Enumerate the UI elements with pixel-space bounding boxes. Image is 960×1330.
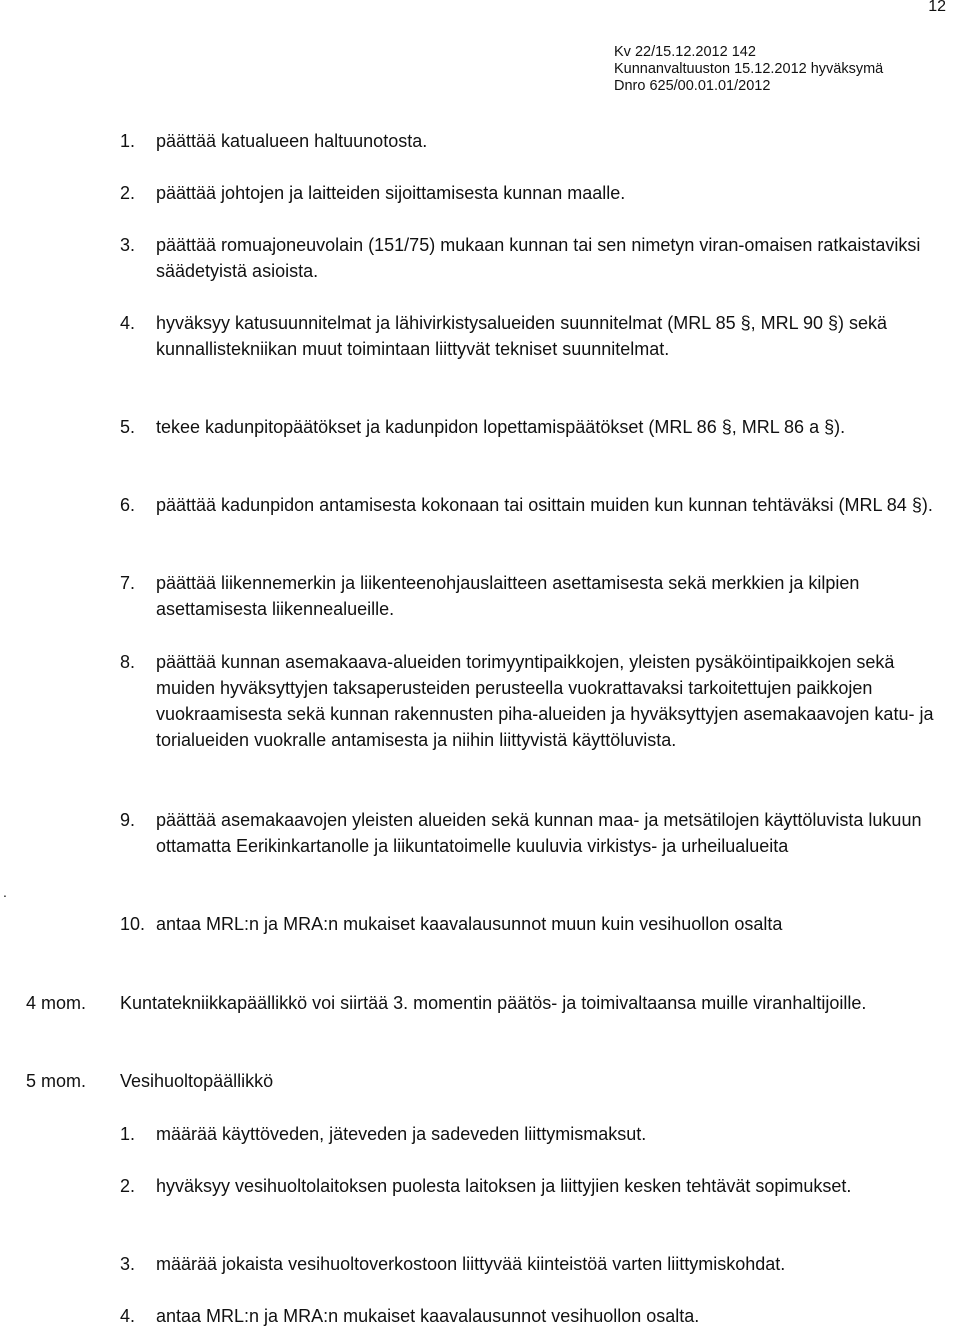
list-item-number: 3. [120,1254,136,1274]
section-label: 4 mom. [26,993,87,1013]
list-item-text: antaa MRL:n ja MRA:n mukaiset kaavalausunnot muun kuin vesihuollon osalta [156,914,783,934]
list-item-text: päättää asemakaavojen yleisten alueiden sekä kunnan maa- ja metsätilojen käyttöluvista lukuun ottamatta Eerikinkartanolle ja liikuntatoimelle kuuluvia virkistys- ja urheilualueita [156,810,922,856]
list-item-text: määrää käyttöveden, jäteveden ja sadeveden liittymismaksut. [156,1124,647,1144]
list-item-text: määrää jokaista vesihuoltoverkostoon liittyvää kiinteistöä varten liittymiskohdat. [156,1254,786,1274]
list-item [120,1173,956,1199]
list-item [120,492,956,518]
list-item-number: 3. [120,235,136,255]
list-item-text: hyväksyy vesihuoltolaitoksen puolesta laitoksen ja liittyjien kesken tehtävät sopimukset. [156,1176,852,1196]
list-item-number: 9. [120,810,136,830]
list-item-number: 6. [120,495,136,515]
list-item-number: 2. [120,183,136,203]
section-label: 5 mom. [26,1071,87,1091]
list-item-number: 8. [120,652,136,672]
list-item-text: hyväksyy katusuunnitelmat ja lähivirkistysalueiden suunnitelmat (MRL 85 §, MRL 90 §) sekä kunnallistekniikan muut toimintaan liittyvät tekniset suunnitelmat. [156,313,888,359]
list-item-text: päättää liikennemerkin ja liikenteenohjauslaitteen asettamisesta sekä merkkien ja kilpien asettamisesta liikennealueille. [156,573,860,619]
list-item-number: 4. [120,1306,136,1326]
list-item-text: päättää romuajoneuvolain (151/75) mukaan kunnan tai sen nimetyn viran-omaisen ratkaistaviksi säädetyistä asioista. [156,235,921,281]
list-item [120,414,956,440]
list-item-number: 1. [120,131,136,151]
list-item [120,649,956,753]
list-item-number: 2. [120,1176,136,1196]
list-item-number: 10. [120,914,146,934]
list-item-text: päättää katualueen haltuunotosta. [156,131,428,151]
list-item-text: antaa MRL:n ja MRA:n mukaiset kaavalausunnot vesihuollon osalta. [156,1306,700,1326]
list-item-text: tekee kadunpitopäätökset ja kadunpidon lopettamispäätökset (MRL 86 §, MRL 86 a §). [156,417,846,437]
page-number: 12 [928,0,946,15]
section-4-mom [26,990,956,1016]
list-item [120,232,956,284]
section-text: Vesihuoltopäällikkö [120,1071,274,1091]
document-header [614,44,883,95]
list-item-text: päättää kunnan asemakaava-alueiden torimyyntipaikkojen, yleisten pysäköintipaikkojen sekä muiden hyväksyttyjen taksaperusteiden perusteella vuokrattavaksi tarkoitettujen paikkojen vuokraamisesta sekä kunnan rakennusten piha-alueiden ja hyväksyttyjen asemakaavojen katu- ja torialueiden vuokralle antamisesta ja niihin liittyvistä käyttöluvista. [156,652,934,750]
list-item [120,128,956,154]
list-item-text: päättää kadunpidon antamisesta kokonaan tai osittain muiden kun kunnan tehtäväksi (MRL 84 §). [156,495,933,515]
stray-mark: . [3,884,7,900]
header-approval: Kunnanvaltuuston 15.12.2012 hyväksymä [614,61,884,77]
list-item [120,180,956,206]
list-item [120,911,956,937]
list-item-number: 5. [120,417,136,437]
list-item-number: 7. [120,573,136,593]
list-item [120,570,956,622]
list-item [120,807,956,859]
list-item-number: 4. [120,313,136,333]
section-text: Kuntatekniikkapäällikkö voi siirtää 3. momentin päätös- ja toimivaltaansa muille viranhaltijoille. [120,993,867,1013]
section-5-mom [26,1068,956,1094]
list-item [120,1251,956,1277]
list-item [120,310,956,362]
list-item-text: päättää johtojen ja laitteiden sijoittamisesta kunnan maalle. [156,183,626,203]
header-meeting-ref: Kv 22/15.12.2012 142 [614,44,756,60]
header-record-number: Dnro 625/00.01.01/2012 [614,78,771,94]
list-item-number: 1. [120,1124,136,1144]
list-item [120,1303,956,1329]
list-item [120,1121,956,1147]
